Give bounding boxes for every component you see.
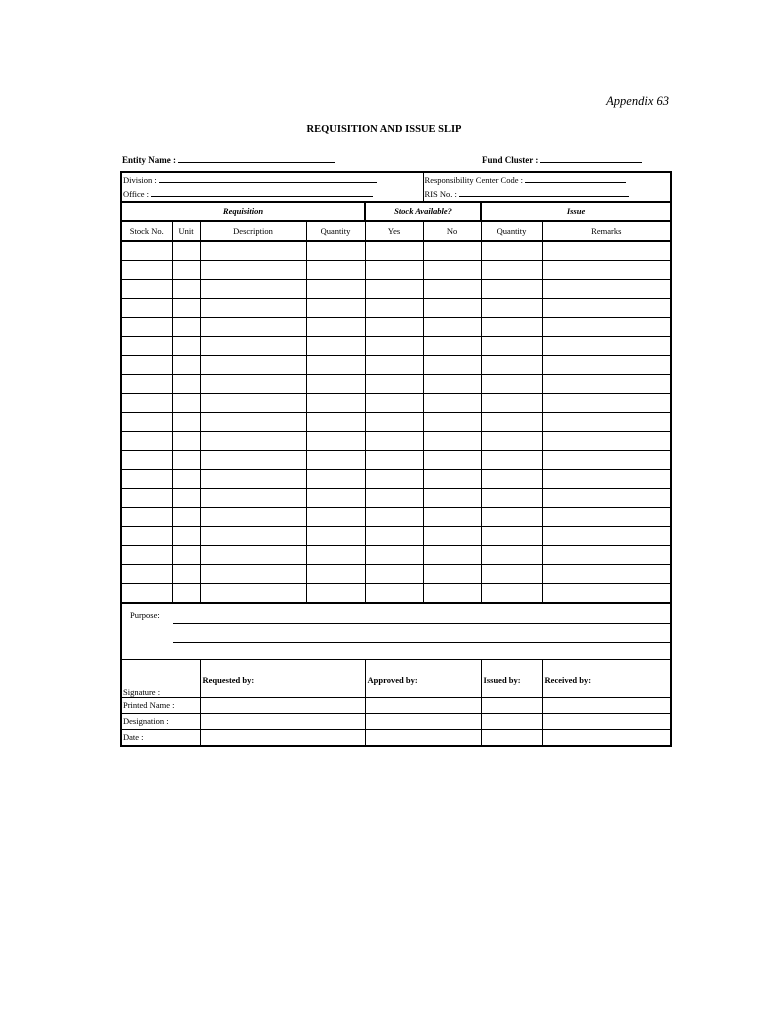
yes-cell[interactable] bbox=[365, 356, 423, 375]
designation-received[interactable] bbox=[542, 714, 671, 730]
unit-cell[interactable] bbox=[172, 299, 200, 318]
date-issued[interactable] bbox=[481, 730, 542, 747]
item-row bbox=[121, 299, 671, 318]
yes-cell[interactable] bbox=[365, 565, 423, 584]
stock-no-cell[interactable] bbox=[121, 299, 172, 318]
purpose-area bbox=[121, 603, 671, 660]
designation-issued[interactable] bbox=[481, 714, 542, 730]
col-stock-no: Stock No. bbox=[121, 221, 172, 241]
issue-quantity-cell[interactable] bbox=[481, 394, 542, 413]
col-unit: Unit bbox=[172, 221, 200, 241]
issue-quantity-cell[interactable] bbox=[481, 489, 542, 508]
purpose-line-1 bbox=[173, 623, 670, 624]
purpose-label: Purpose: bbox=[130, 610, 160, 620]
office-field bbox=[121, 187, 423, 202]
description-cell[interactable] bbox=[200, 356, 306, 375]
remarks-cell[interactable] bbox=[542, 527, 671, 546]
unit-cell[interactable] bbox=[172, 546, 200, 565]
unit-cell[interactable] bbox=[172, 432, 200, 451]
no-cell[interactable] bbox=[423, 375, 481, 394]
yes-cell[interactable] bbox=[365, 318, 423, 337]
division-row bbox=[121, 172, 671, 187]
purpose-line-2 bbox=[173, 642, 670, 643]
remarks-cell[interactable] bbox=[542, 451, 671, 470]
rcc-field bbox=[423, 172, 671, 187]
item-row bbox=[121, 280, 671, 299]
col-issue-quantity: Quantity bbox=[481, 221, 542, 241]
requisition-section-header: Requisition bbox=[121, 202, 365, 221]
issue-quantity-cell[interactable] bbox=[481, 565, 542, 584]
yes-cell[interactable] bbox=[365, 470, 423, 489]
remarks-cell[interactable] bbox=[542, 394, 671, 413]
unit-cell[interactable] bbox=[172, 565, 200, 584]
no-cell[interactable] bbox=[423, 318, 481, 337]
description-cell[interactable] bbox=[200, 299, 306, 318]
received-by-cell bbox=[542, 660, 671, 698]
issue-quantity-cell[interactable] bbox=[481, 508, 542, 527]
stock-no-cell[interactable] bbox=[121, 394, 172, 413]
req-quantity-cell[interactable] bbox=[306, 413, 365, 432]
issue-quantity-cell[interactable] bbox=[481, 318, 542, 337]
stock-no-cell[interactable] bbox=[121, 318, 172, 337]
yes-cell[interactable] bbox=[365, 413, 423, 432]
yes-cell[interactable] bbox=[365, 546, 423, 565]
yes-cell[interactable] bbox=[365, 432, 423, 451]
stock-no-cell[interactable] bbox=[121, 470, 172, 489]
designation-row bbox=[121, 714, 671, 730]
issue-quantity-cell[interactable] bbox=[481, 451, 542, 470]
description-cell[interactable] bbox=[200, 470, 306, 489]
description-cell[interactable] bbox=[200, 546, 306, 565]
stock-no-cell[interactable] bbox=[121, 413, 172, 432]
requested-by-label: Requested by: bbox=[202, 674, 255, 685]
no-cell[interactable] bbox=[423, 546, 481, 565]
no-cell[interactable] bbox=[423, 413, 481, 432]
stock-no-cell[interactable] bbox=[121, 241, 172, 261]
yes-cell[interactable] bbox=[365, 280, 423, 299]
ris-field bbox=[423, 187, 671, 202]
remarks-cell[interactable] bbox=[542, 546, 671, 565]
req-quantity-cell[interactable] bbox=[306, 546, 365, 565]
description-cell[interactable] bbox=[200, 261, 306, 280]
remarks-cell[interactable] bbox=[542, 565, 671, 584]
date-label: Date : bbox=[121, 730, 200, 747]
col-remarks: Remarks bbox=[542, 221, 671, 241]
req-quantity-cell[interactable] bbox=[306, 241, 365, 261]
description-cell[interactable] bbox=[200, 394, 306, 413]
stock-no-cell[interactable] bbox=[121, 280, 172, 299]
req-quantity-cell[interactable] bbox=[306, 280, 365, 299]
printed-name-received[interactable] bbox=[542, 698, 671, 714]
unit-cell[interactable] bbox=[172, 470, 200, 489]
remarks-cell[interactable] bbox=[542, 261, 671, 280]
item-row bbox=[121, 451, 671, 470]
item-row bbox=[121, 508, 671, 527]
item-row bbox=[121, 489, 671, 508]
date-row bbox=[121, 730, 671, 747]
item-row bbox=[121, 432, 671, 451]
unit-cell[interactable] bbox=[172, 318, 200, 337]
yes-cell[interactable] bbox=[365, 489, 423, 508]
req-quantity-cell[interactable] bbox=[306, 527, 365, 546]
item-row bbox=[121, 394, 671, 413]
yes-cell[interactable] bbox=[365, 261, 423, 280]
unit-cell[interactable] bbox=[172, 489, 200, 508]
description-cell[interactable] bbox=[200, 375, 306, 394]
approved-by-cell bbox=[365, 660, 481, 698]
issue-quantity-cell[interactable] bbox=[481, 356, 542, 375]
remarks-cell[interactable] bbox=[542, 584, 671, 604]
unit-cell[interactable] bbox=[172, 451, 200, 470]
no-cell[interactable] bbox=[423, 299, 481, 318]
req-quantity-cell[interactable] bbox=[306, 470, 365, 489]
column-header-row bbox=[121, 221, 671, 241]
remarks-cell[interactable] bbox=[542, 413, 671, 432]
issue-quantity-cell[interactable] bbox=[481, 470, 542, 489]
issue-section-header: Issue bbox=[481, 202, 671, 221]
req-quantity-cell[interactable] bbox=[306, 318, 365, 337]
unit-cell[interactable] bbox=[172, 375, 200, 394]
form-title: REQUISITION AND ISSUE SLIP bbox=[306, 124, 462, 135]
no-cell[interactable] bbox=[423, 508, 481, 527]
date-received[interactable] bbox=[542, 730, 671, 747]
yes-cell[interactable] bbox=[365, 508, 423, 527]
item-row bbox=[121, 318, 671, 337]
date-approved[interactable] bbox=[365, 730, 481, 747]
item-row bbox=[121, 584, 671, 604]
description-cell[interactable] bbox=[200, 584, 306, 604]
col-description: Description bbox=[200, 221, 306, 241]
no-cell[interactable] bbox=[423, 337, 481, 356]
office-line bbox=[151, 189, 373, 197]
description-cell[interactable] bbox=[200, 527, 306, 546]
no-cell[interactable] bbox=[423, 470, 481, 489]
req-quantity-cell[interactable] bbox=[306, 299, 365, 318]
issue-quantity-cell[interactable] bbox=[481, 241, 542, 261]
printed-name-row bbox=[121, 698, 671, 714]
unit-cell[interactable] bbox=[172, 413, 200, 432]
stock-no-cell[interactable] bbox=[121, 584, 172, 604]
no-cell[interactable] bbox=[423, 584, 481, 604]
description-cell[interactable] bbox=[200, 337, 306, 356]
stock-no-cell[interactable] bbox=[121, 261, 172, 280]
fund-cluster-line bbox=[540, 155, 642, 163]
stock-no-cell[interactable] bbox=[121, 527, 172, 546]
stock-no-cell[interactable] bbox=[121, 508, 172, 527]
remarks-cell[interactable] bbox=[542, 241, 671, 261]
item-row bbox=[121, 337, 671, 356]
no-cell[interactable] bbox=[423, 489, 481, 508]
yes-cell[interactable] bbox=[365, 299, 423, 318]
yes-cell[interactable] bbox=[365, 394, 423, 413]
stock-no-cell[interactable] bbox=[121, 451, 172, 470]
division-field bbox=[121, 172, 423, 187]
issue-quantity-cell[interactable] bbox=[481, 546, 542, 565]
issue-quantity-cell[interactable] bbox=[481, 375, 542, 394]
item-row bbox=[121, 241, 671, 261]
description-cell[interactable] bbox=[200, 280, 306, 299]
req-quantity-cell[interactable] bbox=[306, 584, 365, 604]
issued-by-cell bbox=[481, 660, 542, 698]
item-row bbox=[121, 565, 671, 584]
yes-cell[interactable] bbox=[365, 375, 423, 394]
issue-quantity-cell[interactable] bbox=[481, 261, 542, 280]
yes-cell[interactable] bbox=[365, 241, 423, 261]
purpose-row bbox=[121, 603, 671, 660]
remarks-cell[interactable] bbox=[542, 356, 671, 375]
remarks-cell[interactable] bbox=[542, 375, 671, 394]
issue-quantity-cell[interactable] bbox=[481, 337, 542, 356]
stock-available-section-header: Stock Available? bbox=[365, 202, 481, 221]
no-cell[interactable] bbox=[423, 356, 481, 375]
req-quantity-cell[interactable] bbox=[306, 508, 365, 527]
unit-cell[interactable] bbox=[172, 261, 200, 280]
stock-no-cell[interactable] bbox=[121, 432, 172, 451]
fund-cluster-label: Fund Cluster : bbox=[482, 155, 539, 165]
stock-no-cell[interactable] bbox=[121, 375, 172, 394]
unit-cell[interactable] bbox=[172, 280, 200, 299]
ris-label: RIS No. : bbox=[424, 189, 457, 199]
unit-cell[interactable] bbox=[172, 337, 200, 356]
item-row bbox=[121, 527, 671, 546]
req-quantity-cell[interactable] bbox=[306, 394, 365, 413]
unit-cell[interactable] bbox=[172, 508, 200, 527]
item-row bbox=[121, 470, 671, 489]
signature-label: Signature : bbox=[123, 687, 161, 697]
ris-line bbox=[459, 189, 629, 197]
description-cell[interactable] bbox=[200, 565, 306, 584]
item-row bbox=[121, 546, 671, 565]
issued-by-label: Issued by: bbox=[483, 674, 521, 685]
fund-cluster-field bbox=[482, 155, 642, 165]
section-header-row bbox=[121, 202, 671, 221]
no-cell[interactable] bbox=[423, 241, 481, 261]
remarks-cell[interactable] bbox=[542, 508, 671, 527]
col-requisition-quantity: Quantity bbox=[306, 221, 365, 241]
entity-name-line bbox=[178, 155, 335, 163]
no-cell[interactable] bbox=[423, 261, 481, 280]
rcc-label: Responsibility Center Code : bbox=[424, 175, 523, 185]
remarks-cell[interactable] bbox=[542, 318, 671, 337]
yes-cell[interactable] bbox=[365, 451, 423, 470]
item-row bbox=[121, 356, 671, 375]
signature-cell-label bbox=[121, 660, 200, 698]
no-cell[interactable] bbox=[423, 394, 481, 413]
unit-cell[interactable] bbox=[172, 394, 200, 413]
yes-cell[interactable] bbox=[365, 527, 423, 546]
office-row bbox=[121, 187, 671, 202]
req-quantity-cell[interactable] bbox=[306, 375, 365, 394]
req-quantity-cell[interactable] bbox=[306, 337, 365, 356]
no-cell[interactable] bbox=[423, 527, 481, 546]
designation-label: Designation : bbox=[121, 714, 200, 730]
no-cell[interactable] bbox=[423, 432, 481, 451]
unit-cell[interactable] bbox=[172, 356, 200, 375]
description-cell[interactable] bbox=[200, 489, 306, 508]
designation-approved[interactable] bbox=[365, 714, 481, 730]
no-cell[interactable] bbox=[423, 451, 481, 470]
stock-no-cell[interactable] bbox=[121, 337, 172, 356]
item-row bbox=[121, 413, 671, 432]
unit-cell[interactable] bbox=[172, 527, 200, 546]
col-yes: Yes bbox=[365, 221, 423, 241]
printed-name-approved[interactable] bbox=[365, 698, 481, 714]
item-row bbox=[121, 261, 671, 280]
req-quantity-cell[interactable] bbox=[306, 489, 365, 508]
remarks-cell[interactable] bbox=[542, 470, 671, 489]
remarks-cell[interactable] bbox=[542, 280, 671, 299]
yes-cell[interactable] bbox=[365, 584, 423, 604]
req-quantity-cell[interactable] bbox=[306, 261, 365, 280]
received-by-label: Received by: bbox=[544, 674, 592, 685]
req-quantity-cell[interactable] bbox=[306, 432, 365, 451]
remarks-cell[interactable] bbox=[542, 489, 671, 508]
unit-cell[interactable] bbox=[172, 241, 200, 261]
printed-name-label: Printed Name : bbox=[121, 698, 200, 714]
division-line bbox=[159, 175, 377, 183]
issue-quantity-cell[interactable] bbox=[481, 584, 542, 604]
entity-name-field bbox=[122, 155, 335, 165]
req-quantity-cell[interactable] bbox=[306, 356, 365, 375]
entity-name-label: Entity Name : bbox=[122, 155, 176, 165]
printed-name-requested[interactable] bbox=[200, 698, 365, 714]
no-cell[interactable] bbox=[423, 565, 481, 584]
issue-quantity-cell[interactable] bbox=[481, 413, 542, 432]
approved-by-label: Approved by: bbox=[367, 674, 418, 685]
no-cell[interactable] bbox=[423, 280, 481, 299]
description-cell[interactable] bbox=[200, 508, 306, 527]
issue-quantity-cell[interactable] bbox=[481, 432, 542, 451]
office-label: Office : bbox=[123, 189, 150, 199]
signatory-header-row bbox=[121, 660, 671, 698]
yes-cell[interactable] bbox=[365, 337, 423, 356]
division-label: Division : bbox=[123, 175, 157, 185]
description-cell[interactable] bbox=[200, 241, 306, 261]
designation-requested[interactable] bbox=[200, 714, 365, 730]
stock-no-cell[interactable] bbox=[121, 489, 172, 508]
description-cell[interactable] bbox=[200, 413, 306, 432]
description-cell[interactable] bbox=[200, 451, 306, 470]
date-requested[interactable] bbox=[200, 730, 365, 747]
remarks-cell[interactable] bbox=[542, 299, 671, 318]
description-cell[interactable] bbox=[200, 432, 306, 451]
remarks-cell[interactable] bbox=[542, 432, 671, 451]
stock-no-cell[interactable] bbox=[121, 565, 172, 584]
req-quantity-cell[interactable] bbox=[306, 451, 365, 470]
issue-quantity-cell[interactable] bbox=[481, 527, 542, 546]
issue-quantity-cell[interactable] bbox=[481, 280, 542, 299]
description-cell[interactable] bbox=[200, 318, 306, 337]
item-row bbox=[121, 375, 671, 394]
printed-name-issued[interactable] bbox=[481, 698, 542, 714]
col-no: No bbox=[423, 221, 481, 241]
remarks-cell[interactable] bbox=[542, 337, 671, 356]
appendix-label: Appendix 63 bbox=[606, 94, 669, 108]
stock-no-cell[interactable] bbox=[121, 546, 172, 565]
rcc-line bbox=[525, 175, 626, 183]
unit-cell[interactable] bbox=[172, 584, 200, 604]
requisition-table bbox=[120, 171, 672, 747]
req-quantity-cell[interactable] bbox=[306, 565, 365, 584]
requested-by-cell bbox=[200, 660, 365, 698]
issue-quantity-cell[interactable] bbox=[481, 299, 542, 318]
stock-no-cell[interactable] bbox=[121, 356, 172, 375]
